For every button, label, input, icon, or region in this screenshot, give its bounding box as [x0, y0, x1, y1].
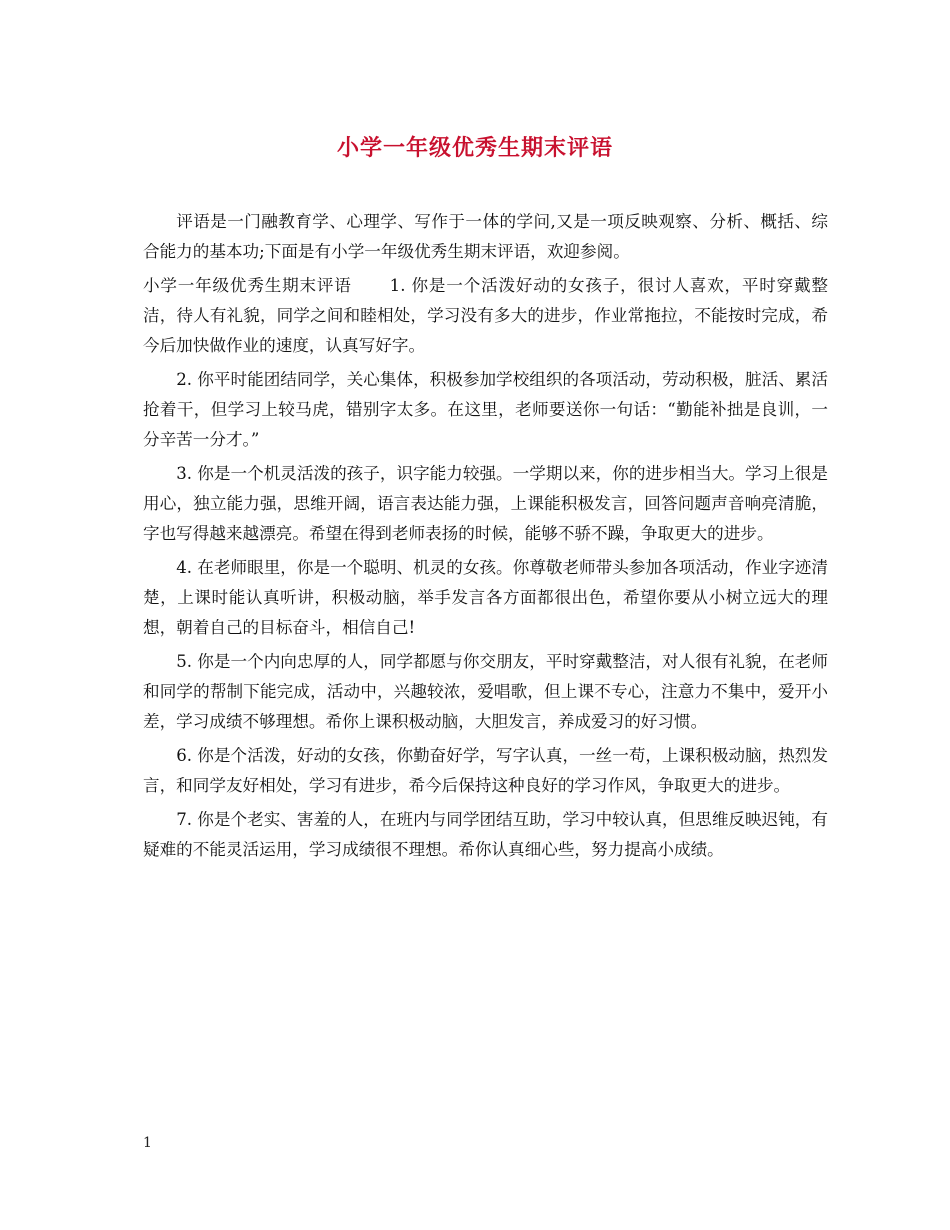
item-paragraph-3: 3. 你是一个机灵活泼的孩子，识字能力较强。一学期以来，你的进步相当大。学习上很是用心，独立能力强，思维开阔，语言表达能力强，上课能积极发言，回答问题声音响亮清脆，字也写得越来越漂亮。希望在得到老师表扬的时候，能够不骄不躁，争取更大的进步。 — [143, 464, 828, 543]
page-number: 1 — [143, 1135, 152, 1151]
document-body — [143, 207, 828, 869]
item-paragraph-7: 7. 你是个老实、害羞的人，在班内与同学团结互助，学习中较认真，但思维反映迟钝，有疑难的不能灵活运用，学习成绩很不理想。希你认真细心些，努力提高小成绩。 — [143, 810, 828, 859]
item-paragraph-1 — [143, 271, 828, 361]
document-title: 小学一年级优秀生期末评语 — [336, 135, 613, 161]
item-paragraph-2: 2. 你平时能团结同学，关心集体，积极参加学校组织的各项活动，劳动积极，脏活、累活抢着干，但学习上较马虎，错别字太多。在这里，老师要送你一句话：“勤能补拙是良训，一分辛苦一分才。” — [143, 370, 828, 449]
intro-paragraph: 评语是一门融教育学、心理学、写作于一体的学问,又是一项反映观察、分析、概括、综合能力的基本功;下面是有小学一年级优秀生期末评语，欢迎参阅。 — [143, 212, 828, 261]
item-paragraph-6: 6. 你是个活泼，好动的女孩，你勤奋好学，写字认真，一丝一苟，上课积极动脑，热烈发言，和同学友好相处，学习有进步，希今后保持这种良好的学习作风，争取更大的进步。 — [143, 746, 828, 795]
item-paragraph-5: 5. 你是一个内向忠厚的人，同学都愿与你交朋友，平时穿戴整洁，对人很有礼貌，在老师和同学的帮制下能完成，活动中，兴趣较浓，爱唱歌，但上课不专心，注意力不集中，爱开小差，学习成绩不够理想。希你上课积极动脑，大胆发言，养成爱习的好习惯。 — [143, 652, 828, 731]
section-heading: 小学一年级优秀生期末评语 — [143, 276, 352, 295]
item-text-1: 1. 你是一个活泼好动的女孩子，很讨人喜欢，平时穿戴整洁，待人有礼貌，同学之间和睦相处，学习没有多大的进步，作业常拖拉，不能按时完成，希今后加快做作业的速度，认真写好字。 — [143, 276, 829, 355]
item-paragraph-4: 4. 在老师眼里，你是一个聪明、机灵的女孩。你尊敬老师带头参加各项活动，作业字迹清楚，上课时能认真听讲，积极动脑，举手发言各方面都很出色，希望你要从小树立远大的理想，朝着自己的目标奋斗，相信自己! — [143, 558, 828, 637]
